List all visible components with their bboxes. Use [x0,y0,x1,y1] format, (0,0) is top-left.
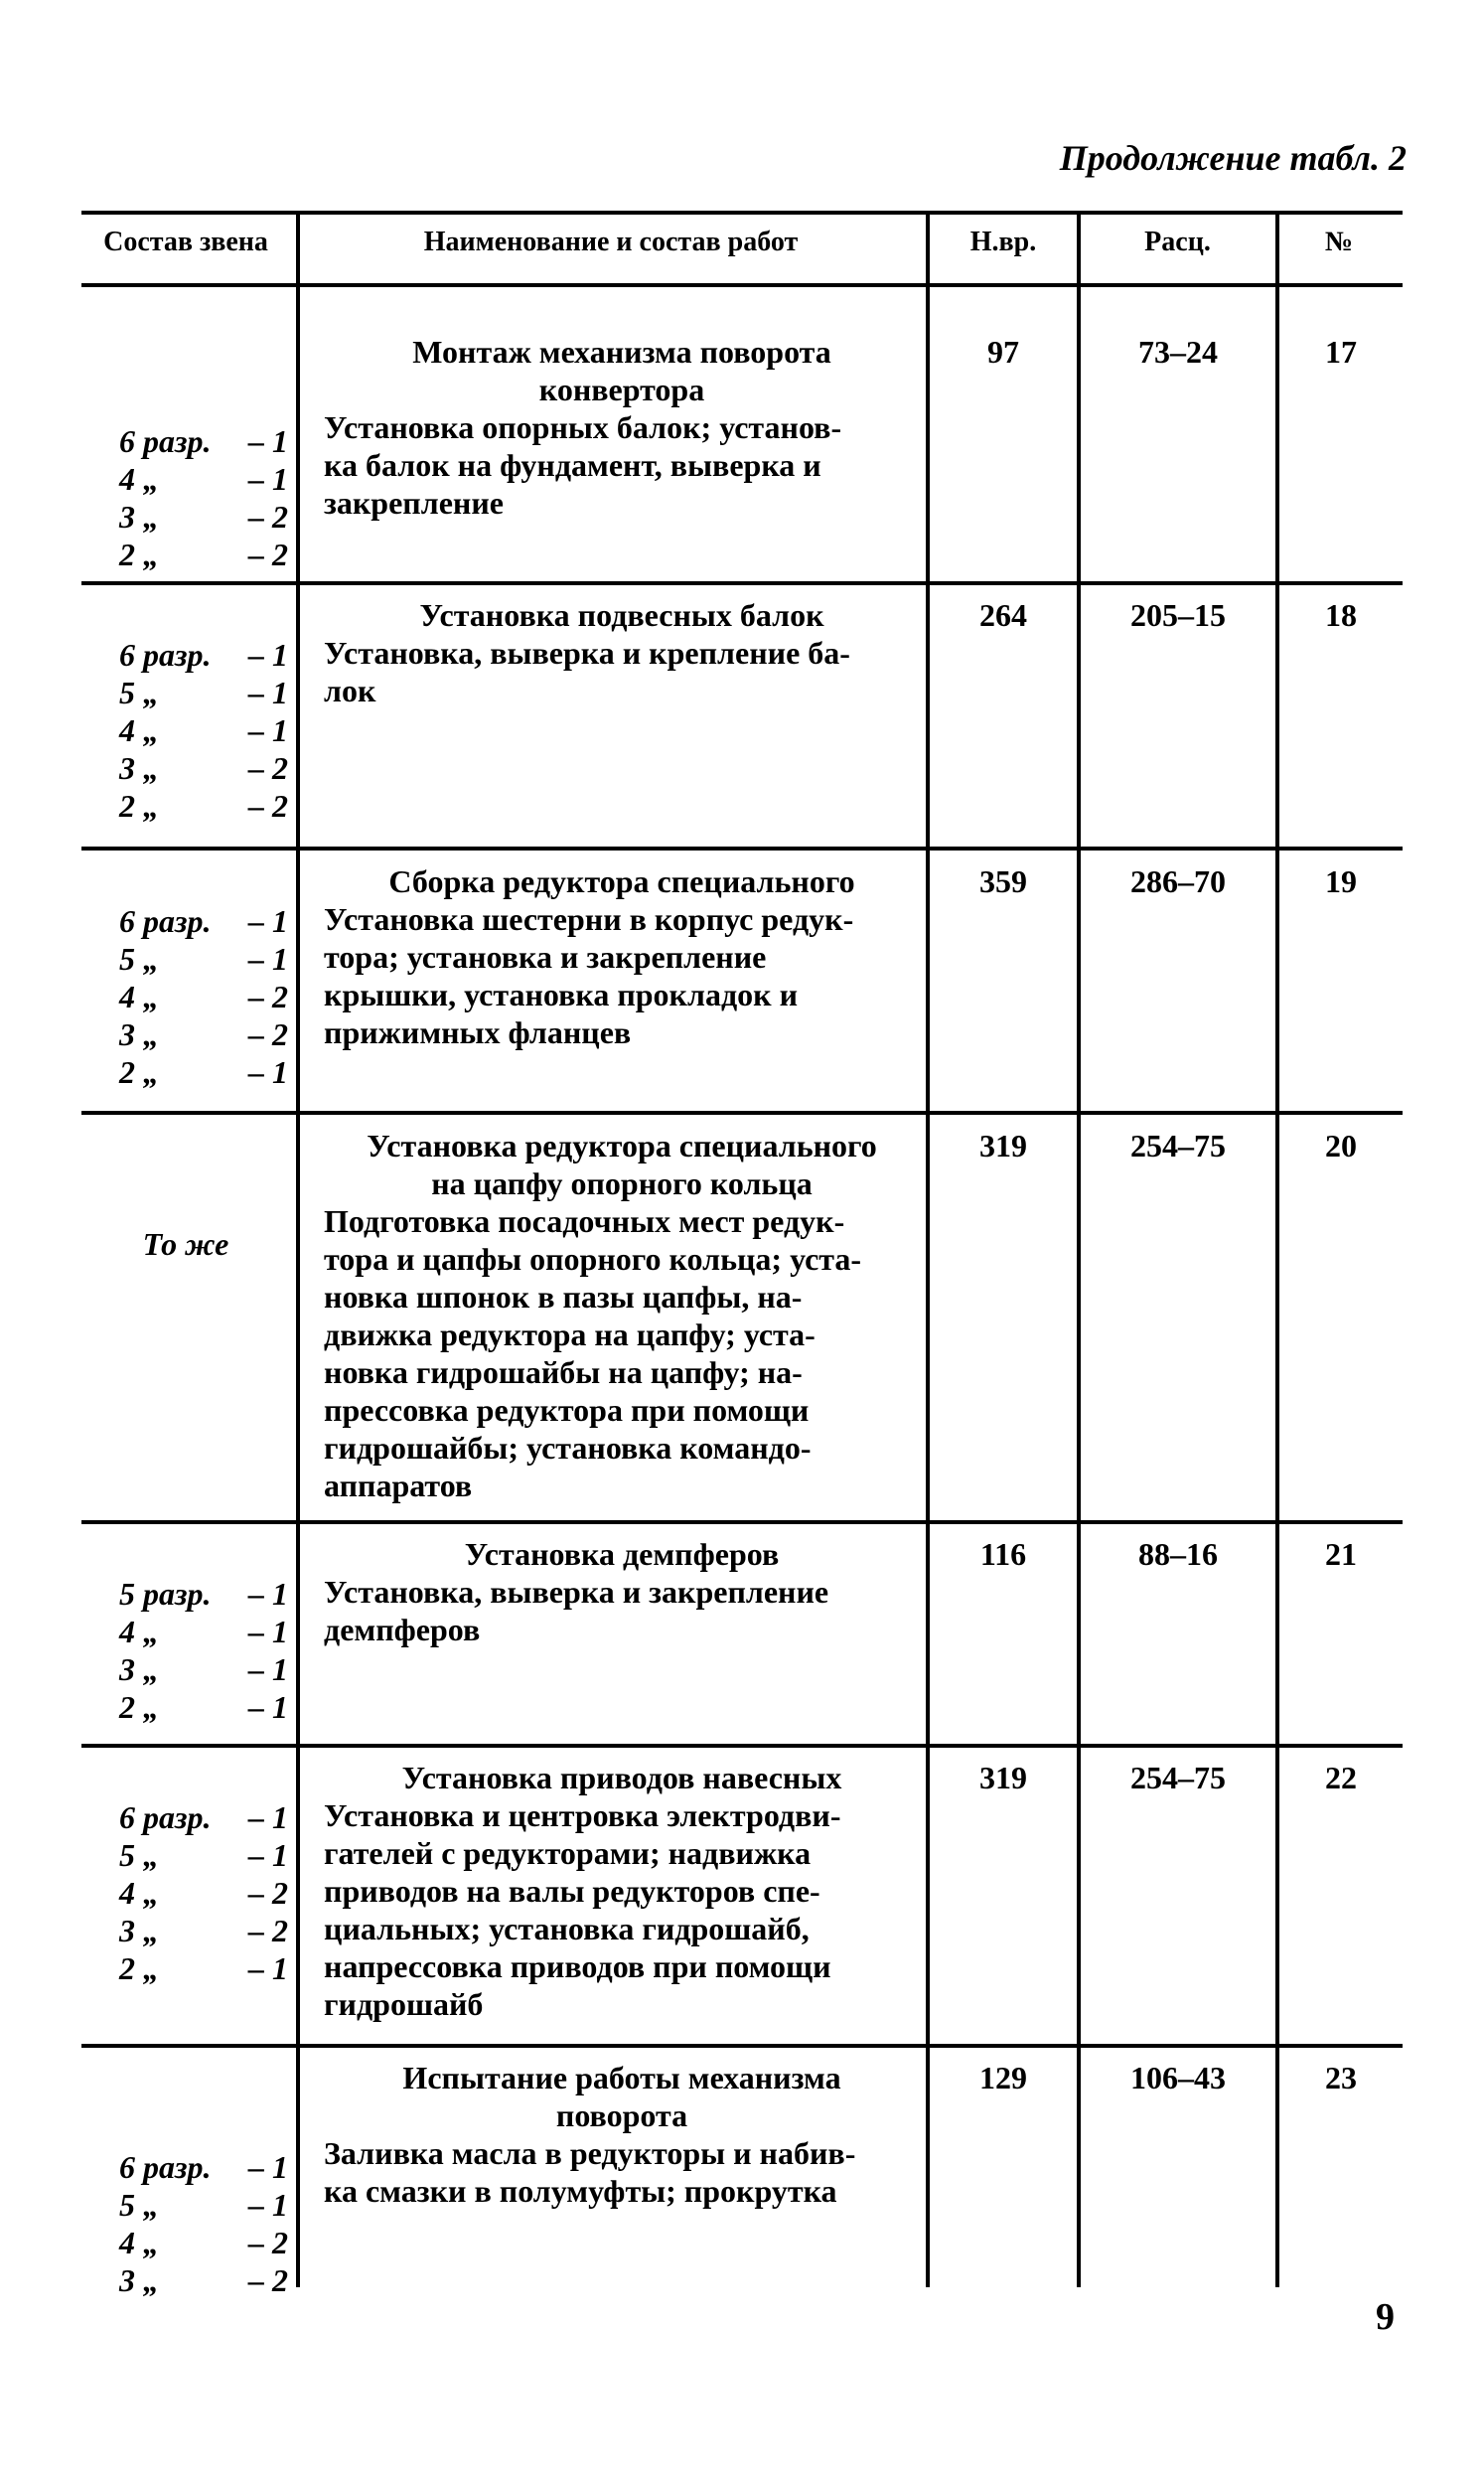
sostav-line [81,498,290,536]
sostav-line [81,1053,290,1091]
column-divider [1275,211,1279,2287]
sostav-cell [81,902,290,1091]
sostav-line [81,978,290,1015]
rasc-value: 88–16 [1138,1536,1218,1572]
row-number: 19 [1325,863,1357,899]
work-title-line: поворота [555,2097,688,2133]
worker-count: – 1 [248,461,288,497]
work-title-line: на цапфу опорного кольца [431,1165,813,1201]
grade-number: 3 [119,2262,135,2298]
sostav-cell [81,1575,290,1726]
grade-unit: разр. [143,1576,212,1612]
work-desc-line: закрепление [324,485,504,521]
nvr-value: 264 [979,597,1027,633]
work-cell [324,333,920,522]
work-desc-line: прессовка редуктора при помощи [324,1392,810,1428]
work-desc-line: тора; установка и закрепление [324,939,767,975]
grade-unit: „ [143,1837,159,1873]
work-title-line: Сборка редуктора специального [388,863,855,899]
table-header-rule [81,283,1403,287]
grade-unit: „ [143,979,159,1014]
sostav-line [81,787,290,825]
sostav-cell [81,1798,290,1987]
sostav-cell [81,422,290,573]
work-title-line: Испытание работы механизма [402,2060,841,2095]
grade-number: 4 [119,1875,135,1911]
grade-number: 3 [119,750,135,786]
grade-number: 3 [119,1913,135,1948]
worker-count: – 1 [248,1689,288,1725]
worker-count: – 1 [248,637,288,673]
grade-unit: „ [143,712,159,748]
work-cell [324,1127,920,1504]
work-desc-line: аппаратов [324,1468,473,1503]
work-desc-line: демпферов [324,1612,481,1647]
work-desc-line: гидрошайб [324,1986,484,2022]
worker-count: – 1 [248,2149,288,2185]
grade-unit: „ [143,1875,159,1911]
rasc-value: 106–43 [1130,2060,1226,2095]
worker-count: – 1 [248,2187,288,2223]
page-number: 9 [1376,2296,1395,2338]
sostav-line [81,902,290,940]
worker-count: – 1 [248,1837,288,1873]
worker-count: – 2 [248,2225,288,2260]
sostav-line [81,1912,290,1949]
grade-number: 5 [119,941,135,977]
work-desc-line: Установка, выверка и закрепление [324,1574,829,1610]
header-rasc: Расц. [1144,227,1211,257]
grade-number: 4 [119,712,135,748]
grade-number: 5 [119,1576,135,1612]
header-nvr: Н.вр. [969,227,1037,257]
grade-number: 4 [119,461,135,497]
worker-count: – 1 [248,941,288,977]
sostav-line [81,711,290,749]
work-desc-line: гателей с редукторами; надвижка [324,1835,812,1871]
worker-count: – 2 [248,537,288,572]
row-divider [81,1744,1403,1748]
work-desc-line: Установка шестерни в корпус редук- [324,901,854,937]
nvr-value: 116 [979,1536,1027,1572]
sostav-line [81,422,290,460]
grade-unit: „ [143,675,159,710]
work-desc-line: Установка, выверка и крепление ба- [324,635,850,671]
worker-count: – 1 [248,675,288,710]
work-desc-line: тора и цапфы опорного кольца; уста- [324,1241,862,1277]
grade-number: 6 [119,637,135,673]
row-number: 22 [1325,1760,1357,1795]
grade-number: 6 [119,903,135,939]
work-desc-line: Подготовка посадочных мест редук- [324,1203,845,1239]
worker-count: – 1 [248,1054,288,1090]
column-divider [296,211,300,2287]
work-title-line: Установка подвесных балок [419,597,824,633]
header-num: № [1324,227,1354,257]
grade-unit: „ [143,1054,159,1090]
sostav-line [81,1575,290,1613]
work-desc-line: Установка и центровка электродви- [324,1797,841,1833]
grade-number: 6 [119,1799,135,1835]
grade-number: 4 [119,1614,135,1649]
grade-number: 4 [119,2225,135,2260]
worker-count: – 2 [248,1016,288,1052]
grade-unit: „ [143,1913,159,1948]
worker-count: – 2 [248,1875,288,1911]
grade-number: 4 [119,979,135,1014]
rasc-value: 254–75 [1130,1128,1226,1163]
work-desc-line: Установка опорных балок; установ- [324,409,842,445]
worker-count: – 1 [248,1799,288,1835]
work-cell [324,596,920,709]
grade-unit: „ [143,1950,159,1986]
rasc-value: 205–15 [1130,597,1226,633]
grade-unit: „ [143,461,159,497]
grade-unit: „ [143,2187,159,2223]
grade-unit: „ [143,2262,159,2298]
work-desc-line: лок [324,673,376,708]
row-number: 17 [1325,334,1357,370]
sostav-line [81,636,290,674]
work-cell [324,2059,920,2210]
grade-unit: „ [143,1689,159,1725]
grade-unit: „ [143,788,159,824]
sostav-line [81,536,290,573]
grade-number: 3 [119,1651,135,1687]
worker-count: – 1 [248,712,288,748]
sostav-line [81,1613,290,1650]
work-desc-line: новка гидрошайбы на цапфу; на- [324,1354,803,1390]
row-divider [81,1111,1403,1115]
work-title-line: Установка демпферов [464,1536,780,1572]
header-name: Наименование и состав работ [423,227,799,257]
grade-number: 6 [119,423,135,459]
row-divider [81,2044,1403,2048]
sostav-line [81,2261,290,2299]
grade-number: 2 [119,1689,135,1725]
grade-number: 2 [119,1054,135,1090]
grade-unit: „ [143,1614,159,1649]
worker-count: – 1 [248,1576,288,1612]
grade-number: 2 [119,788,135,824]
rasc-value: 286–70 [1130,863,1226,899]
work-desc-line: Заливка масла в редукторы и набив- [324,2135,856,2171]
worker-count: – 1 [248,1614,288,1649]
nvr-value: 319 [979,1128,1027,1163]
row-divider [81,581,1403,585]
work-title-line: конвертора [538,372,705,407]
row-divider [81,847,1403,851]
work-desc-line: циальных; установка гидрошайб, [324,1911,810,1946]
sostav-line [81,1949,290,1987]
worker-count: – 2 [248,750,288,786]
work-cell [324,1535,920,1648]
row-number: 20 [1325,1128,1357,1163]
worker-count: – 1 [248,423,288,459]
work-desc-line: приводов на валы редукторов спе- [324,1873,820,1909]
work-title-line: Монтаж механизма поворота [412,334,831,370]
sostav-line [81,2224,290,2261]
sostav-line [81,1798,290,1836]
grade-number: 2 [119,537,135,572]
grade-unit: разр. [143,2149,212,2185]
work-desc-line: прижимных фланцев [324,1014,632,1050]
header-sostav: Состав звена [103,227,268,257]
table-caption: Продолжение табл. 2 [1059,138,1407,178]
rasc-value: 254–75 [1130,1760,1226,1795]
sostav-line [81,674,290,711]
work-cell [324,1759,920,2023]
work-cell [324,862,920,1051]
grade-number: 5 [119,675,135,710]
worker-count: – 2 [248,2262,288,2298]
sostav-line [81,940,290,978]
nvr-value: 129 [979,2060,1027,2095]
grade-number: 6 [119,2149,135,2185]
work-desc-line: движка редуктора на цапфу; уста- [324,1317,816,1352]
worker-count: – 1 [248,903,288,939]
sostav-cell [81,2148,290,2299]
grade-number: 5 [119,2187,135,2223]
sostav-line [81,1688,290,1726]
grade-unit: „ [143,1016,159,1052]
worker-count: – 2 [248,979,288,1014]
sostav-same: То же [142,1226,229,1262]
grade-number: 5 [119,1837,135,1873]
grade-unit: „ [143,941,159,977]
sostav-line [81,1650,290,1688]
sostav-line [81,1836,290,1874]
sostav-line [81,2148,290,2186]
nvr-value: 359 [979,863,1027,899]
sostav-line [81,2186,290,2224]
row-number: 21 [1325,1536,1357,1572]
grade-unit: „ [143,537,159,572]
sostav-line [81,1015,290,1053]
grade-unit: разр. [143,637,212,673]
grade-unit: разр. [143,423,212,459]
nvr-value: 97 [987,334,1019,370]
grade-number: 3 [119,499,135,535]
table-top-rule [81,211,1403,215]
grade-unit: „ [143,2225,159,2260]
work-desc-line: гидрошайбы; установка командо- [324,1430,812,1466]
grade-number: 3 [119,1016,135,1052]
worker-count: – 2 [248,1913,288,1948]
work-title-line: Установка приводов навесных [401,1760,842,1795]
nvr-value: 319 [979,1760,1027,1795]
work-desc-line: новка шпонок в пазы цапфы, на- [324,1279,803,1315]
column-divider [1077,211,1081,2287]
row-divider [81,1520,1403,1524]
work-desc-line: крышки, установка прокладок и [324,977,798,1012]
grade-unit: „ [143,1651,159,1687]
worker-count: – 2 [248,788,288,824]
work-desc-line: ка балок на фундамент, выверка и [324,447,821,483]
column-divider [926,211,930,2287]
grade-unit: „ [143,499,159,535]
row-number: 18 [1325,597,1357,633]
sostav-line [81,749,290,787]
sostav-cell [81,636,290,825]
worker-count: – 1 [248,1950,288,1986]
grade-number: 2 [119,1950,135,1986]
work-desc-line: напрессовка приводов при помощи [324,1948,831,1984]
work-desc-line: ка смазки в полумуфты; прокрутка [324,2173,837,2209]
sostav-line [81,460,290,498]
worker-count: – 1 [248,1651,288,1687]
sostav-line [81,1874,290,1912]
grade-unit: разр. [143,1799,212,1835]
worker-count: – 2 [248,499,288,535]
grade-unit: „ [143,750,159,786]
row-number: 23 [1325,2060,1357,2095]
rasc-value: 73–24 [1138,334,1218,370]
work-title-line: Установка редуктора специального [367,1128,877,1163]
grade-unit: разр. [143,903,212,939]
